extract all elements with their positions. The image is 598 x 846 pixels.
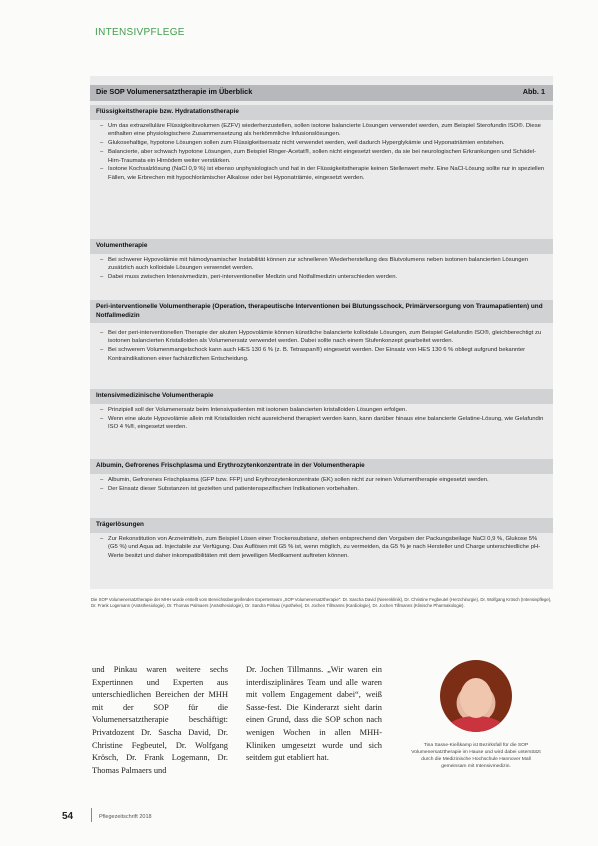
section-heading: Trägerlösungen — [90, 518, 553, 533]
section-list — [100, 122, 545, 183]
portrait-shoulders — [446, 716, 506, 732]
footer-divider — [91, 808, 92, 822]
body-column-1: und Pinkau waren weitere sechs Expertinnen und Experten aus unterschiedlichen Bereichen der MHH mit der SOP für die Volumenersatztherapie beschäftigt: Privatdozent Dr. Sascha David, Dr. Christine Fegbeutel, Dr. Wolfgang Krösch, Dr. Frank Logemann, Dr. Thomas Palmaers und — [92, 665, 228, 775]
list-item: – Albumin, Gefrorenes Frischplasma (GFP bzw. FFP) und Erythrozytenkonzentrate (EK) sollen nicht zur reinen Volumentherapie eingesetzt werden. — [100, 476, 545, 484]
photo-caption: Tina Sasse-Kießkamp ist Bezirksfall für die SOP Volumenersatztherapie im Hause und wird dabei unterstützt durch die Medizinische Hochschule Hannover Mall gemeinsam mit Intensivmedizin. — [411, 743, 541, 770]
list-item: – Wenn eine akute Hypovolämie allein mit Kristalloiden nicht ausreichend therapiert werden kann, kann darüber hinaus eine balancierte Gelatine-Lösung, wie Gelafundin ISO 4 %®, eingesetzt werden. — [100, 415, 545, 432]
list-item: – Prinzipiell soll der Volumenersatz beim Intensivpatienten mit isotonen balancierten kristalloiden Lösungen erfolgen. — [100, 406, 545, 414]
list-item: – Der Einsatz dieser Substanzen ist gezielten und patientenspezifischen Indikationen vorbehalten. — [100, 485, 545, 493]
section-list — [100, 406, 545, 432]
figure-label: Abb. 1 — [522, 87, 545, 96]
section-heading: Volumentherapie — [90, 239, 553, 254]
section-list — [100, 476, 545, 494]
box-title-bar — [90, 85, 553, 101]
list-item: – Um das extrazelluläre Flüssigkeitsvolumen (EZFV) wiederherzustellen, sollen isotone balancierte Lösungen verwendet werden, zum Beispiel Sterofundin ISO®. Diese enthalten eine physiologischere Zusammensetzung als herkömmliche Infusionslösungen. — [100, 122, 545, 139]
portrait-photo — [440, 660, 512, 732]
list-item: – Dabei muss zwischen Intensivmedizin, peri-interventioneller Medizin und Notfallmedizin unterschieden werden. — [100, 273, 545, 281]
section-heading: Intensivmedizinische Volumentherapie — [90, 389, 553, 404]
section-heading: Albumin, Gefrorenes Frischplasma und Erythrozytenkonzentrate in der Volumentherapie — [90, 459, 553, 474]
portrait-face — [460, 678, 492, 718]
section-list — [100, 329, 545, 364]
section-list — [100, 256, 545, 282]
list-item: – Balancierte, aber schwach hypotone Lösungen, zum Beispiel Ringer-Acetat®, sollen nicht eingesetzt werden, da sie bei neurologischen Erkrankungen und Schädel-Hirn-Traumata ein Hirnödem weiter verstärken. — [100, 148, 545, 165]
box-caption: Die SOP Volumenersatztherapie der MHH wurde erstellt vom Bereichsübergreifenden Expertenteam „SOP Volumenersatztherapie“: Dr. Sascha David (Nierenklinik), Dr. Christine Fegbeutel (Herzchirurgie), Dr. Wolfgang Krösch (Intensivpflege), Dr. Frank Logemann (Anästhesiologie), Dr. Thomas Palmaers (Anästhesiologie), Dr. Sandra Pinkau (Apotheke), Dr. Jochen Tillmanns (Kardiologie), Dr. Jochen Tillmanns (Klinische Pharmakologie). — [91, 597, 552, 609]
overview-box — [90, 76, 553, 589]
body-column-2: Dr. Jochen Tillmanns. „Wir waren ein interdisziplinäres Team und alle waren mit vollem Engagement dabei“, weiß Sasse-fest. Die Kinderarzt sieht darin einen Grund, dass die SOP schon nach wenigen Wochen in allen MHH-Kliniken umgesetzt wurde und sich seitdem gut etabliert hat. — [246, 665, 382, 763]
list-item: – Bei der peri-interventionellen Therapie der akuten Hypovolämie können künstliche balancierte kolloidale Lösungen, zum Beispiel Gelafundin ISO®, gleichberechtigt zu isotonen balancierten Kristalloiden als Volumenersatz verwendet werden. Dabei sollte nach einem Stufenkonzept gearbeitet werden. — [100, 329, 545, 346]
list-item: – Bei schwerer Hypovolämie mit hämodynamischer Instabilität können zur schnelleren Wiederherstellung des Blutvolumens neben isotonen balancierten Lösungen zusätzlich auch kolloidale Lösungen verwendet werden. — [100, 256, 545, 273]
page-number: 54 — [62, 811, 74, 822]
section-label: INTENSIVPFLEGE — [95, 27, 185, 38]
list-item: – Isotone Kochsalzlösung (NaCl 0,9 %) ist ebenso unphysiologisch und hat in der Flüssigkeitstherapie keinen Stellenwert mehr. Eine NaCl-Lösung sollte nur in speziellen Fällen, wie Erbrechen mit hypochlorämischer Alkalose oder bei Hyponatriämie, eingesetzt werden. — [100, 165, 545, 182]
list-item: – Zur Rekonstitution von Arzneimitteln, zum Beispiel Lösen einer Trockensubstanz, stehen entsprechend den Vorgaben der Packungsbeilage NaCl 0,9 %, Glukose 5% (G5 %) und Aqua ad. Injectabile zur Verfügung. Das Auflösen mit G5 % ist, wenn möglich, zu vermeiden, da G5 % je nach Hersteller und Charge unterschiedliche pH-Werte besitzt und daher inkompatibilitäten mit dem jeweiligen Medikament auftreten können. — [100, 535, 545, 560]
section-list — [100, 535, 545, 561]
section-heading: Flüssigkeitstherapie bzw. Hydratationstherapie — [90, 105, 553, 120]
box-title: Die SOP Volumenersatztherapie im Überblick — [96, 87, 253, 96]
section-heading: Peri-interventionelle Volumentherapie (Operation, therapeutische Interventionen bei Blutungsschock, Primärversorgung von Traumapatienten) und Notfallmedizin — [90, 300, 553, 323]
list-item: – Glukosehaltige, hypotone Lösungen sollen zum Flüssigkeitsersatz nicht verwendet werden, weil dadurch Hyperglykämie und Hyponatriämien entstehen. — [100, 139, 545, 147]
footer-source: Pflegezeitschrift 2018 — [99, 814, 152, 820]
list-item: – Bei schwerem Volumenmangelschock kann auch HES 130 6 % (z. B. Tetraspan®) eingesetzt werden. Der Einsatz von HES 130 6 % obliegt aufgrund bekannter Kontraindikationen einer fachärztlichen Entscheidung. — [100, 346, 545, 363]
